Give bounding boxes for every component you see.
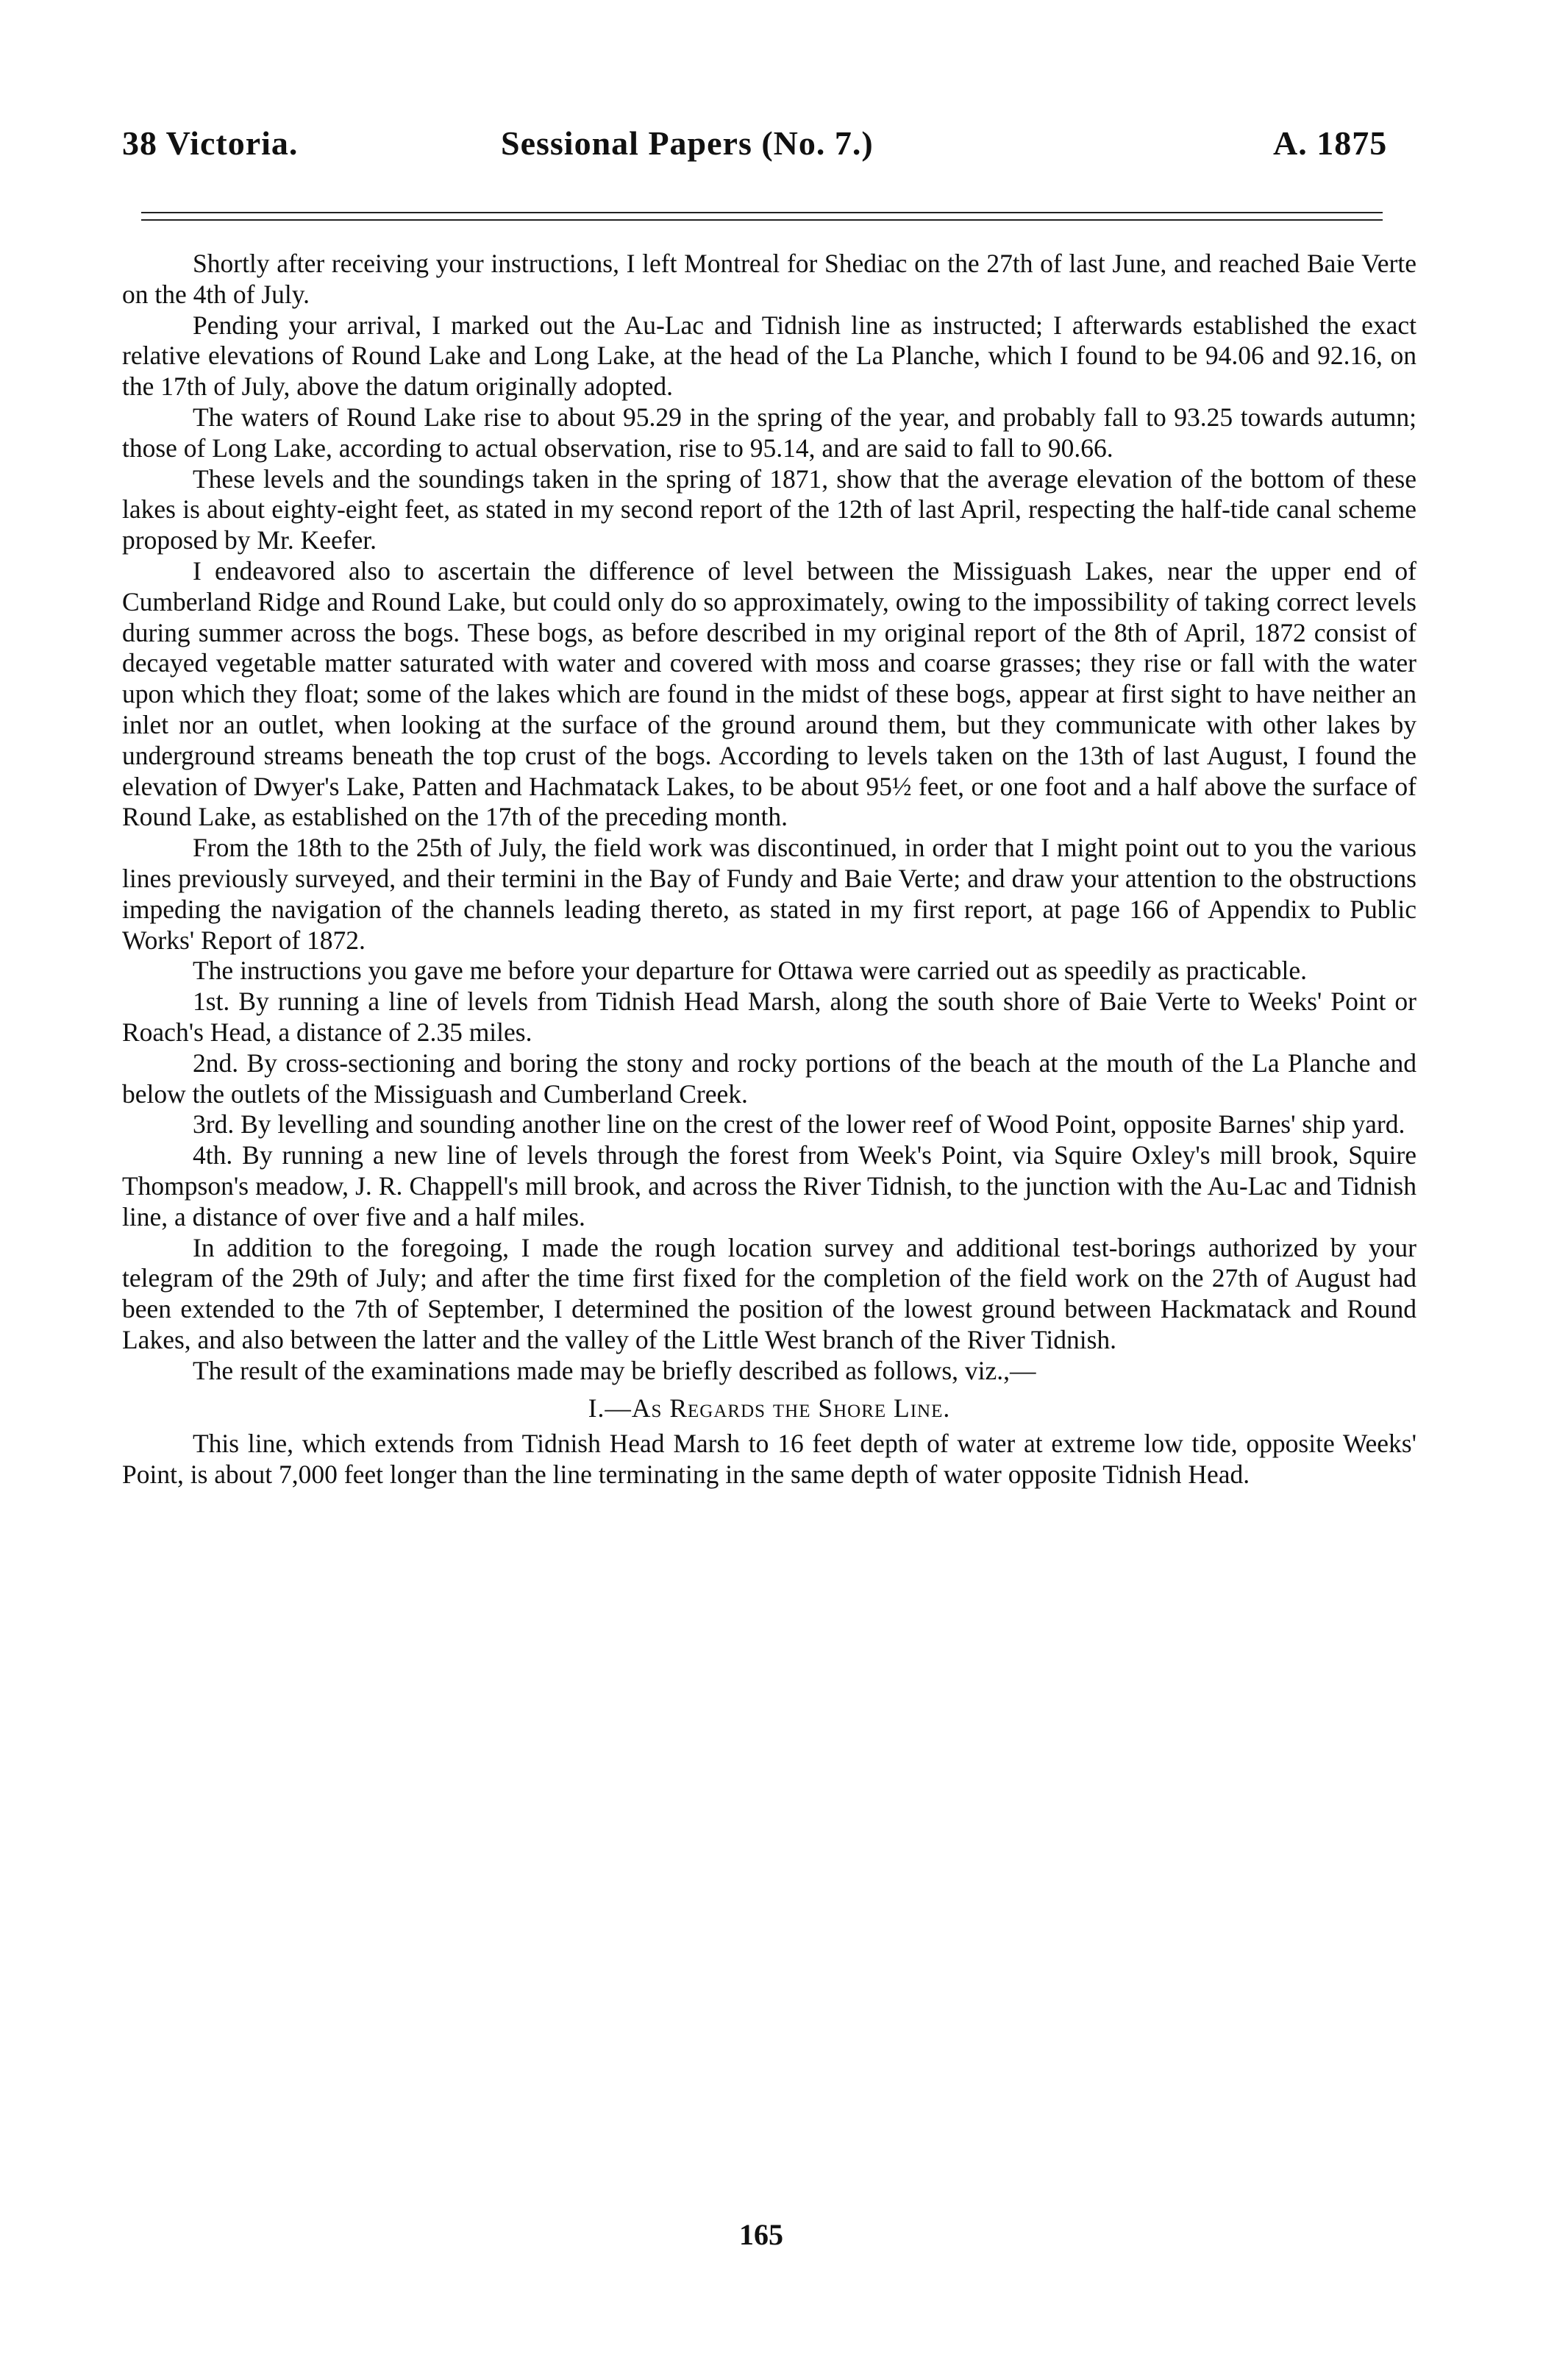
paragraph: These levels and the soundings taken in the spring of 1871, show that the average elevation of the bottom of these lakes is about eighty-eight feet, as stated in my second report of the 12th of last April, respecting the half-tide canal scheme proposed by Mr. Keefer. — [122, 463, 1416, 555]
paragraph: 1st. By running a line of levels from Tidnish Head Marsh, along the south shore of Baie Verte to Weeks' Point or Roach's Head, a distance of 2.35 miles. — [122, 987, 1416, 1047]
paragraph: In addition to the foregoing, I made the rough location survey and additional test-borings authorized by your telegram of the 29th of July; and after the time first fixed for the completion of the field work on the 27th of August had been extended to the 7th of September, I determined the position of the lowest ground between Hackmatack and Round Lakes, and also between the latter and the valley of the Little West branch of the River Tidnish. — [122, 1232, 1416, 1354]
paragraph: Pending your arrival, I marked out the Au-Lac and Tidnish line as instructed; I afterwards established the exact relative elevations of Round Lake and Long Lake, at the head of the La Planche, which I found to be 94.06 and 92.16, on the 17th of July, above the datum originally adopted. — [122, 310, 1416, 402]
paragraph: 4th. By running a new line of levels through the forest from Week's Point, via Squire Oxley's mill brook, Squire Thompson's meadow, J. R. Chappell's mill brook, and across the River Tidnish, to the junction with the Au-Lac and Tidnish line, a distance of over five and a half miles. — [122, 1140, 1416, 1231]
paragraph: Shortly after receiving your instructions, I left Montreal for Shediac on the 27th of last June, and reached Baie Verte on the 4th of July. — [122, 249, 1416, 309]
running-header — [122, 124, 1446, 175]
section-heading: I.—As Regards the Shore Line. — [588, 1393, 951, 1424]
header-rule-top — [141, 212, 1383, 213]
page-number: 165 — [739, 2218, 783, 2251]
header-year: A. 1875 — [1273, 124, 1388, 162]
paragraph: The waters of Round Lake rise to about 95.29 in the spring of the year, and probably fall to 93.25 towards autumn; those of Long Lake, according to actual observation, rise to 95.14, and are said to fall to 90.66. — [122, 402, 1416, 463]
paragraph: The result of the examinations made may be briefly described as follows, viz.,— — [193, 1355, 1036, 1385]
header-volume: 38 Victoria. — [122, 124, 299, 162]
paragraph: I endeavored also to ascertain the difference of level between the Missiguash Lakes, near the upper end of Cumberland Ridge and Round Lake, but could only do so approximately, owing to the impossibility of taking correct levels during summer across the bogs. These bogs, as before described in my original report of the 8th of April, 1872 consist of decayed vegetable matter saturated with water and covered with moss and coarse grasses; they rise or fall with the water upon which they float; some of the lakes which are found in the midst of these bogs, appear at first sight to have neither an inlet nor an outlet, when looking at the surface of the ground around them, but they communicate with other lakes by underground streams beneath the top crust of the bogs. According to levels taken on the 13th of last August, I found the elevation of Dwyer's Lake, Patten and Hachmatack Lakes, to be about 95½ feet, or one foot and a half above the surface of Round Lake, as established on the 17th of the preceding month. — [122, 555, 1416, 832]
header-rule-bottom — [141, 219, 1383, 221]
paragraph: From the 18th to the 25th of July, the field work was discontinued, in order that I might point out to you the various lines previously surveyed, and their termini in the Bay of Fundy and Baie Verte; and draw your attention to the obstructions impeding the navigation of the channels leading thereto, as stated in my first report, at page 166 of Appendix to Public Works' Report of 1872. — [122, 833, 1416, 955]
paragraph: 3rd. By levelling and sounding another line on the crest of the lower reef of Wood Point, opposite Barnes' ship yard. — [193, 1109, 1405, 1140]
body-text — [122, 249, 1416, 1490]
paragraph: 2nd. By cross-sectioning and boring the stony and rocky portions of the beach at the mouth of the La Planche and below the outlets of the Missiguash and Cumberland Creek. — [122, 1048, 1416, 1109]
paragraph: The instructions you gave me before your departure for Ottawa were carried out as speedily as practicable. — [193, 956, 1308, 986]
header-title: Sessional Papers (No. 7.) — [501, 124, 874, 162]
paragraph: This line, which extends from Tidnish Head Marsh to 16 feet depth of water at extreme low tide, opposite Weeks' Point, is about 7,000 feet longer than the line terminating in the same depth of water opposite Tidnish Head. — [122, 1429, 1416, 1490]
